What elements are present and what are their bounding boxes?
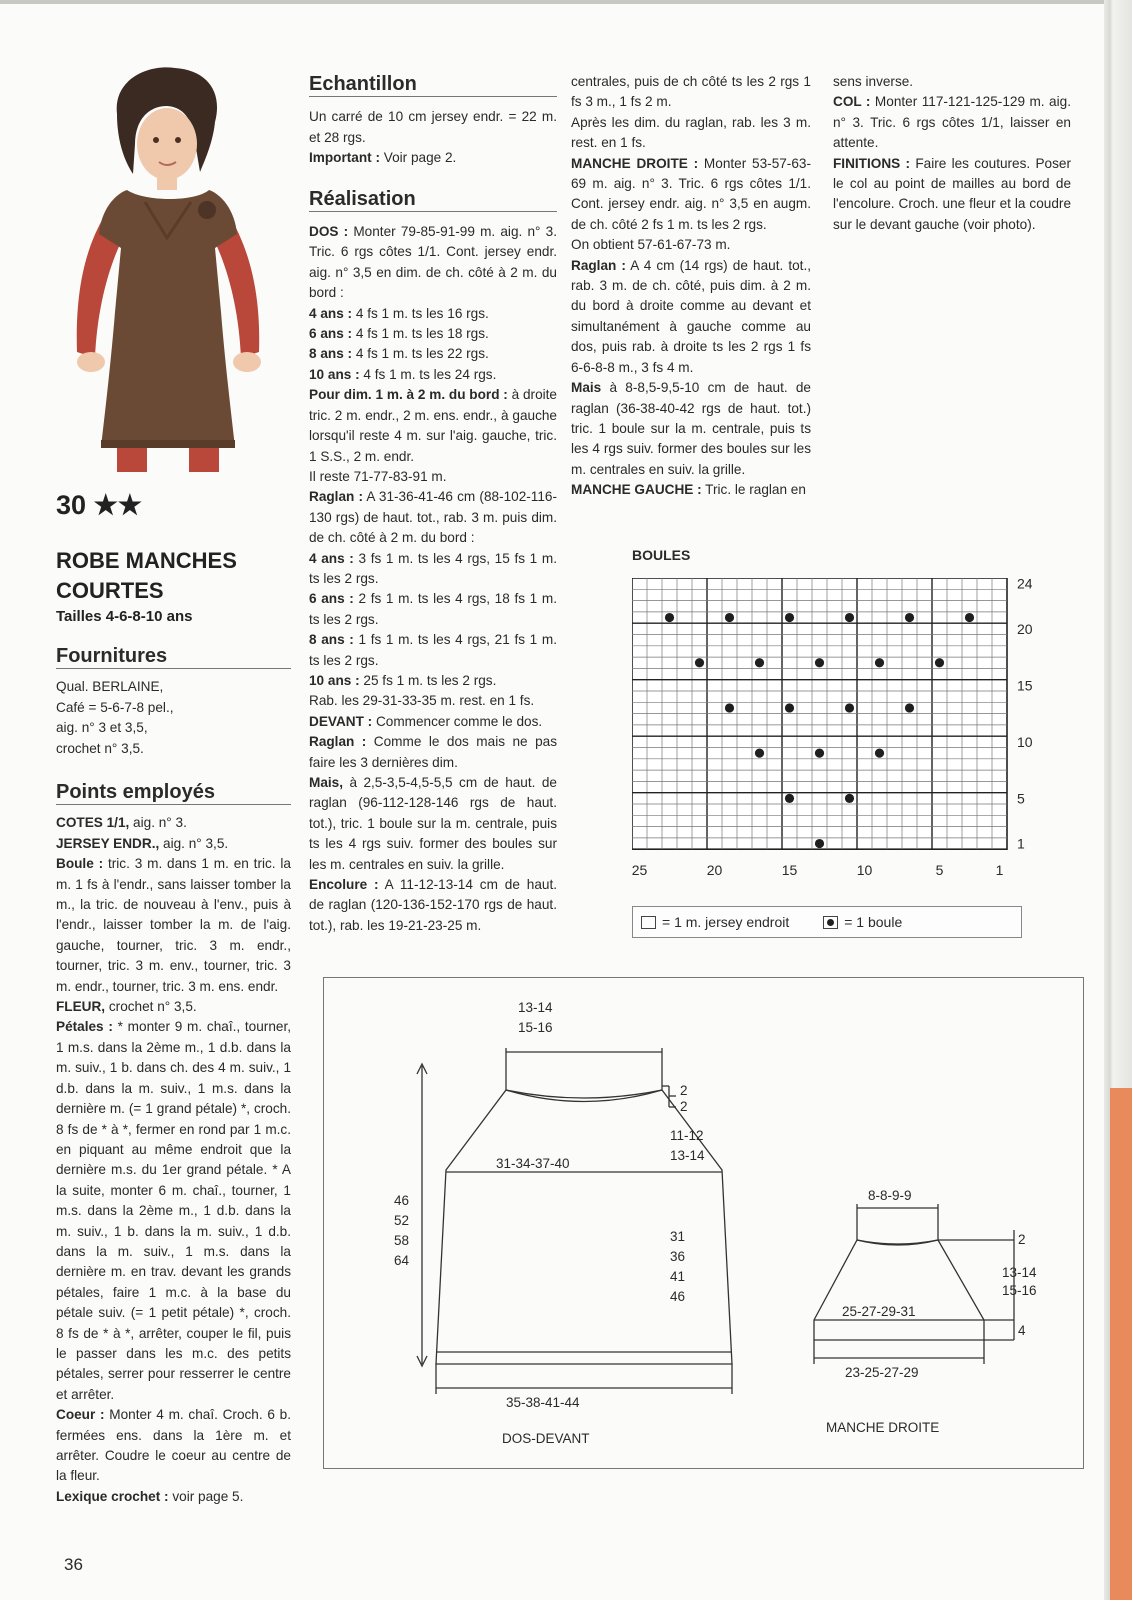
boule-dot	[905, 613, 914, 622]
boule-dot	[665, 613, 674, 622]
y-tick-label: 10	[1017, 733, 1032, 750]
boule-dot	[845, 703, 854, 712]
boule-dot	[815, 658, 824, 667]
page-number: 36	[64, 1555, 83, 1574]
pattern-number: 30 ★★	[56, 490, 142, 520]
fourniture-line: Qual. BERLAINE,	[56, 679, 164, 695]
boule-square-icon	[823, 916, 838, 929]
column-3: centrales, puis de ch côté ts les 2 rgs 1 fs 3 m., 1 fs 2 m. Après les dim. du raglan, rab. les 3 m. rest. en 1 fs. MANCHE DROITE : Monter 53-57-63-69 m. aig. n° 3. Tric. 6 rgs côtes 1/1. Cont. jersey endr. aig. n° 3,5 en augm. de ch. côté 2 fs 1 m. ts les 2 rgs. On obtient 57-61-67-73 m. Raglan : A 4 cm (14 rgs) de haut. tot., rab. 3 m. de ch. côté, puis dim. à 2 m. du bord à droite comme au devant et simultanément à gauche comme au dos, puis rab. à droite ts les 2 rgs 1 fs 6-6-8-8 m., 3 fs 4 m. Mais à 8-8,5-9,5-10 cm de haut. de raglan (36-38-40-42 rgs de haut. tot.) tric. 1 boule sur la m. centrale, puis ts les 4 rgs suiv. former des boules sur les m. centrales en suiv. la grille. MANCHE GAUCHE : Tric. le raglan en	[571, 74, 812, 498]
dos-body-h: 36	[670, 1249, 686, 1264]
boule-dot	[695, 658, 704, 667]
y-tick-label: 1	[1017, 835, 1025, 852]
fourniture-line: crochet n° 3,5.	[56, 740, 144, 756]
boule-dot	[785, 794, 794, 803]
x-tick-label: 15	[781, 862, 798, 879]
boule-dot	[725, 703, 734, 712]
dos-bottom-width: 35-38-41-44	[506, 1395, 580, 1410]
pattern-sizes: Tailles 4-6-8-10 ans	[56, 608, 193, 625]
manche-droite-shape	[814, 1204, 1014, 1364]
dos-total-h: 64	[394, 1253, 410, 1268]
legend-label-jersey: = 1 m. jersey endroit	[662, 914, 790, 930]
dos-raglan-h2: 13-14	[670, 1148, 705, 1163]
dos-body-h: 46	[670, 1289, 686, 1304]
pattern-title: ROBE MANCHES COURTES	[56, 548, 237, 603]
boule-dot	[845, 794, 854, 803]
fournitures-section	[56, 646, 291, 759]
dos-total-h: 46	[394, 1193, 410, 1208]
boule-dot	[755, 749, 764, 758]
boule-dot	[845, 613, 854, 622]
dos-body-h: 41	[670, 1269, 686, 1284]
dos-total-h: 52	[394, 1213, 410, 1228]
dos-top-width-2: 15-16	[518, 1020, 553, 1035]
difficulty-stars: ★★	[93, 490, 142, 520]
chart-title: BOULES	[632, 547, 691, 563]
fourniture-line: aig. n° 3 et 3,5,	[56, 720, 148, 736]
boule-dot	[905, 703, 914, 712]
page-top-edge	[0, 0, 1104, 4]
boule-dot	[935, 658, 944, 667]
y-tick-label: 24	[1017, 578, 1032, 592]
y-tick-label: 5	[1017, 790, 1025, 807]
empty-square-icon	[641, 916, 656, 929]
manche-top-h: 2	[1018, 1232, 1026, 1247]
fournitures-heading: Fournitures	[56, 646, 291, 669]
boules-chart	[632, 578, 1032, 903]
y-tick-label: 20	[1017, 620, 1032, 637]
boule-dot	[725, 613, 734, 622]
manche-bottom-width: 23-25-27-29	[845, 1365, 919, 1380]
x-tick-label: 25	[632, 862, 648, 879]
echantillon-heading: Echantillon	[309, 74, 557, 97]
column-4: sens inverse. COL : Monter 117-121-125-129 m. aig. n° 3. Tric. 6 rgs côtes 1/1, laisser en attente. FINITIONS : Faire les coutures. Poser le col au point de mailles au bord de l'encolure. Croch. une fleur et la coudre sur le devant gauche (voir photo).	[833, 74, 1071, 232]
schema-box	[323, 977, 1084, 1469]
fourniture-line: Café = 5-6-7-8 pel.,	[56, 699, 174, 715]
x-tick-label: 1	[995, 862, 1004, 879]
x-tick-label: 10	[856, 862, 873, 879]
next-page-edge	[1110, 1088, 1132, 1600]
column-2: Echantillon Un carré de 10 cm jersey endr. = 22 m. et 28 rgs. Important : Voir page 2. Réalisation DOS : Monter 79-85-91-99 m. aig. n° 3. Tric. 6 rgs côtes 1/1. Cont. jersey endr. aig. n° 3,5 en dim. de ch. côté à 2 m. du bord : 4 ans : 4 fs 1 m. ts les 16 rgs. 6 ans : 4 fs 1 m. ts les 18 rgs. 8 ans : 4 fs 1 m. ts les 22 rgs. 10 ans : 4 fs 1 m. ts les 24 rgs. Pour dim. 1 m. à 2 m. du bord : à droite tric. 2 m. endr., 2 m. ens. endr., à gauche lorsqu'il reste 4 m. sur l'aig. gauche, tric. 1 S.S., 2 m. endr. Il reste 71-77-83-91 m. Raglan : A 31-36-41-46 cm (88-102-116-130 rgs) de haut. tot., rab. 3 m. puis dim. de ch. côté à 2 m. du bord : 4 ans : 3 fs 1 m. ts les 4 rgs, 15 fs 1 m. ts les 2 rgs. 6 ans : 2 fs 1 m. ts les 4 rgs, 18 fs 1 m. ts les 2 rgs. 8 ans : 1 fs 1 m. ts les 4 rgs, 21 fs 1 m. ts les 2 rgs. 10 ans : 25 fs 1 m. ts les 2 rgs. Rab. les 29-31-33-35 m. rest. en 1 fs. DEVANT : Commencer comme le dos. Raglan : Comme le dos mais ne pas faire les 3 dernières dim. Mais, à 2,5-3,5-4,5-5,5 cm de haut. de raglan (96-112-128-146 rgs de haut. tot.), tric. 1 boule sur la m. centrale, puis ts les 4 rgs suiv. former des boules sur les m. centrales en suiv. la grille. Encolure : A 11-12-13-14 cm de haut. de raglan (120-136-152-170 rgs de haut. tot.), rab. les 19-21-23-25 m.	[309, 73, 558, 933]
boule-dot	[815, 749, 824, 758]
legend-label-boule: = 1 boule	[844, 914, 903, 930]
dos-chest-width: 31-34-37-40	[496, 1156, 570, 1171]
y-tick-label: 15	[1017, 677, 1032, 694]
boule-dot	[965, 613, 974, 622]
manche-top-width: 8-8-9-9	[868, 1188, 912, 1203]
boule-dot	[755, 658, 764, 667]
dos-collar-h2: 2	[680, 1099, 688, 1114]
points-heading: Points employés	[56, 782, 291, 805]
dos-raglan-h1: 11-12	[670, 1128, 704, 1143]
dos-devant-caption: DOS-DEVANT	[502, 1431, 590, 1446]
boule-dot	[875, 749, 884, 758]
manche-width: 25-27-29-31	[842, 1304, 916, 1319]
chart-legend	[632, 906, 1022, 938]
model-photo	[55, 62, 285, 472]
points-section: Points employés COTES 1/1, aig. n° 3. JERSEY ENDR., aig. n° 3,5. Boule : tric. 3 m. dans 1 m. en tric. la m. 1 fs à l'endr., sans laisser tomber la m., la tric. de nouveau à l'env., puis à l'endr., laisser tomber la m. de l'aig. gauche, tourner, tric. 3 m. endr., tourner, tric. 3 m. env., tourner, tric. 3 m. endr., tourner, tric. 3 m. ens. endr. FLEUR, crochet n° 3,5. Pétales : * monter 9 m. chaî., tourner, 1 m.s. dans la 2ème m., 1 d.b. dans la m. suiv., 1 b. dans ch. des 4 m. suiv., 1 d.b. dans la m. suiv., 1 m.s. dans la dernière m. (= 1 grand pétale) *, croch. 8 fs de * à *, fermer en rond par 1 m.c. en piquant au même endroit que la dernière m.s. du 1er grand pétale. * A la suite, monter 6 m. chaî., tourner, 1 m.s. dans la 2ème m., 1 d.b. dans la m. suiv., 1 b. dans la m. suiv., 1 d.b. dans la m. suiv., 1 m.s. dans la dernière m. en trav. devant les grands pétales, faire 1 m.c. à la base du pétale suiv. (= 1 petit pétale) *, croch. 8 fs de * à *, arrêter, couper le fil, puis le passer dans les m.c. des petits pétales, serrer pour resserrer le centre et arrêter. Coeur : Monter 4 m. chaî. Croch. 6 b. fermées ens. dans la 1ère m. et arrêter. Coudre le coeur au centre de la fleur. Lexique crochet : voir page 5.	[56, 781, 292, 1504]
dos-collar-h1: 2	[680, 1083, 688, 1098]
manche-cuff-h: 4	[1018, 1323, 1026, 1338]
x-tick-label: 20	[706, 862, 723, 879]
dos-body-h: 31	[670, 1229, 686, 1244]
boule-dot	[875, 658, 884, 667]
manche-raglan-h1: 13-14	[1002, 1265, 1037, 1280]
x-tick-label: 5	[935, 862, 944, 879]
boule-dot	[815, 839, 824, 848]
boule-dot	[785, 613, 794, 622]
realisation-heading: Réalisation	[309, 189, 557, 212]
manche-raglan-h2: 15-16	[1002, 1283, 1037, 1298]
dos-top-width-1: 13-14	[518, 1000, 553, 1015]
manche-caption: MANCHE DROITE	[826, 1420, 940, 1435]
boule-dot	[785, 703, 794, 712]
dos-total-h: 58	[394, 1233, 410, 1248]
